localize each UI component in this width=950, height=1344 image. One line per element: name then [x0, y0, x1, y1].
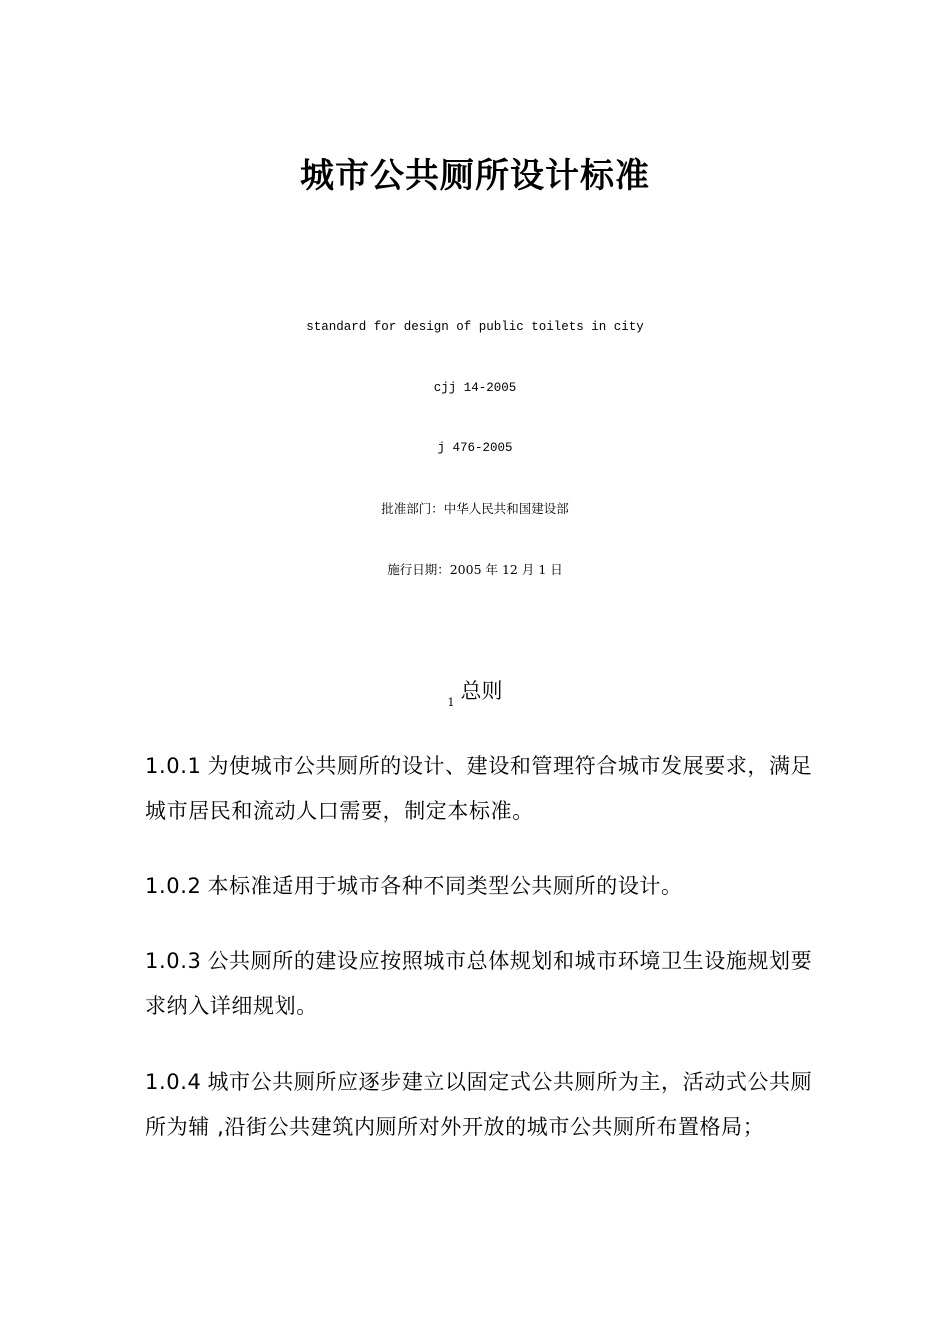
approval-department: 批准部门：中华人民共和国建设部 [381, 501, 569, 516]
clause-text: 公共厕所的建设应按照城市总体规划和城市环境卫生设施规划要求纳入详细规划。 [145, 949, 813, 1018]
chapter-heading [0, 676, 950, 718]
english-title: standard for design of public toilets in city [306, 320, 644, 334]
clause-1-0-2 [145, 864, 815, 909]
clause-number: 1.0.2 [145, 874, 202, 898]
chapter-number: 1 [447, 696, 455, 709]
effective-date: 施行日期：2005 年 12 月 1 日 [387, 562, 563, 577]
document-title: 城市公共厕所设计标准 [300, 156, 650, 196]
clause-number: 1.0.1 [145, 754, 202, 778]
clause-text: 本标准适用于城市各种不同类型公共厕所的设计。 [207, 874, 683, 898]
clause-text: 为使城市公共厕所的设计、建设和管理符合城市发展要求，满足城市居民和流动人口需要，制定本标准。 [145, 754, 813, 823]
clause-1-0-1 [145, 744, 815, 834]
clause-number: 1.0.4 [145, 1070, 202, 1094]
chapter-title: 总则 [460, 679, 503, 703]
standard-code: cjj 14-2005 [433, 381, 517, 395]
record-code: j 476-2005 [437, 441, 513, 455]
clause-1-0-4 [145, 1060, 815, 1150]
clause-1-0-3 [145, 939, 815, 1029]
clause-text: 城市公共厕所应逐步建立以固定式公共厕所为主，活动式公共厕所为辅 ,沿街公共建筑内厕所对外开放的城市公共厕所布置格局； [145, 1070, 813, 1139]
clause-number: 1.0.3 [145, 949, 202, 973]
